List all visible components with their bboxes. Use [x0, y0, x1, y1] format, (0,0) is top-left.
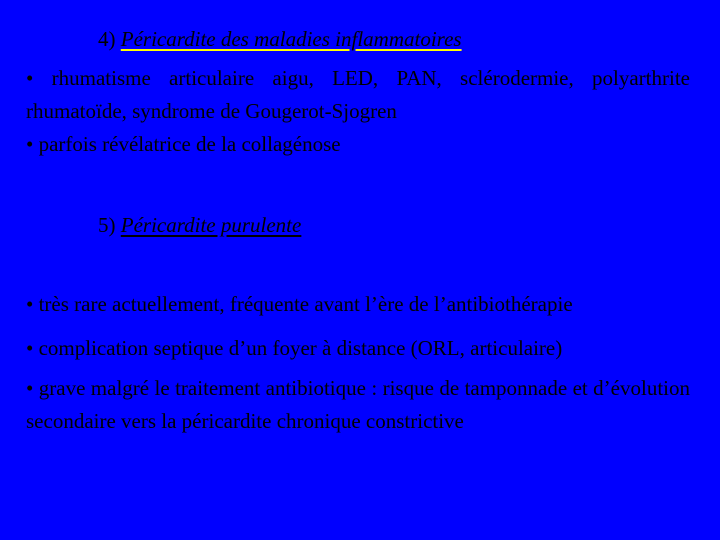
section-title: Péricardite des maladies inflammatoires [120, 27, 462, 51]
section-heading-5 [98, 213, 301, 237]
section-number: 5) [98, 213, 116, 237]
bullet-rhumatisme: • rhumatisme articulaire aigu, LED, PAN, sclérodermie, polyarthrite rhumatoïde, syndrome de Gougerot-Sjogren [26, 66, 690, 123]
section-heading-4 [98, 27, 462, 51]
section-title: Péricardite purulente [120, 213, 302, 237]
bullet-complication: • complication septique d’un foyer à distance (ORL, articulaire) [26, 336, 563, 360]
bullet-grave: • grave malgré le traitement antibiotique : risque de tamponnade et d’évolution secondaire vers la péricardite chronique constrictive [26, 376, 690, 433]
bullet-collagenose: • parfois révélatrice de la collagénose [26, 132, 341, 156]
bullet-tres-rare: • très rare actuellement, fréquente avant l’ère de l’antibiothérapie [26, 292, 573, 316]
section-number: 4) [98, 27, 116, 51]
section-title-underline [121, 27, 462, 51]
